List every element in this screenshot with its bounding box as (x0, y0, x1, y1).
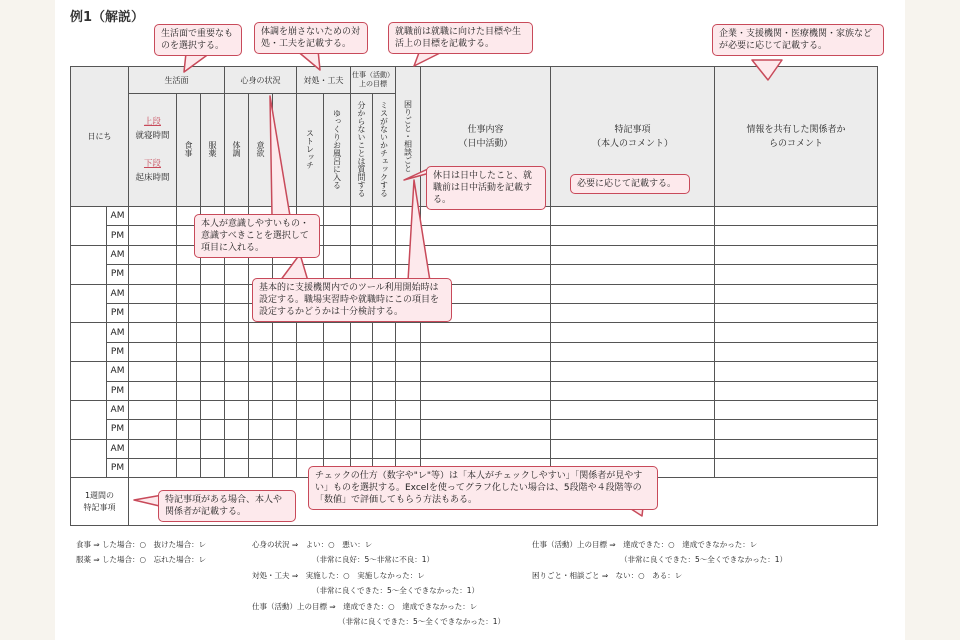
am-label: AM (107, 439, 129, 458)
header-will: 意欲 (249, 94, 273, 207)
callout-life: 生活面で重要なものを選択する。 (154, 24, 242, 56)
header-goal1: 分からないことは質問する (351, 94, 373, 207)
header-body: 体調 (225, 94, 249, 207)
pm-label: PM (107, 459, 129, 478)
legend-goal-right-scale: （非常に良くできた：5～全くできなかった：1） (620, 555, 788, 564)
header-day: 日にち (71, 67, 129, 207)
header-lower: 下段 (143, 159, 161, 169)
callout-week-note: 特記事項がある場合、本人や関係者が記載する。 (158, 490, 296, 522)
legend-med: 服薬 ⇒ した場合：○ 忘れた場合：レ (76, 555, 207, 564)
callout-note: 必要に応じて記載する。 (570, 174, 690, 194)
callout-work: 休日は日中したこと、就職前は日中活動を記載する。 (426, 166, 546, 210)
pm-label: PM (107, 420, 129, 439)
header-share: 情報を共有した関係者からのコメント (715, 67, 878, 207)
legend-coping: 対処・工夫 ⇒ 実施した：○ 実施しなかった：レ (252, 571, 425, 580)
legend-goal: 仕事（活動）上の目標 ⇒ 達成できた：○ 達成できなかった：レ (252, 602, 478, 611)
am-label: AM (107, 323, 129, 342)
callout-check-method: チェックの仕方（数字や"レ"等）は「本人がチェックしやすい」「関係者が見やすい」ものを選択する。Excelを使ってグラフ化したい場合は、5段階や４段階等の「数値」で評価してもらう方法もある。 (308, 466, 658, 510)
header-goal: 仕事（活動）上の目標 (351, 67, 396, 94)
header-stretch: ストレッチ (297, 94, 324, 207)
header-work: 仕事内容 （日中活動） (421, 67, 551, 207)
pm-label: PM (107, 342, 129, 361)
header-sleep-wake: 上段 就寝時間 下段 起床時間 (129, 94, 177, 207)
am-label: AM (107, 362, 129, 381)
callout-goal: 就職前は就職に向けた目標や生活上の目標を記載する。 (388, 22, 533, 54)
pm-label: PM (107, 303, 129, 322)
header-med: 服薬 (201, 94, 225, 207)
pm-label: PM (107, 381, 129, 400)
header-mind: 心身の状況 (225, 67, 297, 94)
am-label: AM (107, 207, 129, 226)
header-life: 生活面 (129, 67, 225, 94)
am-label: AM (107, 284, 129, 303)
legend-mind: 心身の状況 ⇒ よい：○ 悪い：レ (252, 540, 373, 549)
legend-meal: 食事 ⇒ した場合：○ 抜けた場合：レ (76, 540, 207, 549)
header-coping: 対処・工夫 (297, 67, 351, 94)
callout-coping: 体調を崩さないための対処・工夫を記載する。 (254, 22, 368, 54)
legend-trouble: 困りごと・相談ごと ⇒ ない：○ ある：レ (532, 571, 683, 580)
header-goal2: ミスがないかチェックする (373, 94, 396, 207)
callout-item-select: 本人が意識しやすいもの・意識すべきことを選択して項目に入れる。 (194, 214, 320, 258)
pm-label: PM (107, 226, 129, 245)
am-label: AM (107, 400, 129, 419)
page-title: 例1（解説） (70, 10, 145, 25)
legend-goal-right: 仕事（活動）上の目標 ⇒ 達成できた：○ 達成できなかった：レ (532, 540, 758, 549)
header-trouble: 困りごと・相談ごと (396, 67, 421, 207)
legend-goal-scale: （非常に良くできた：5～全くできなかった：1） (338, 617, 506, 626)
legend-mind-scale: （非常に良好：5～非常に不良：1） (312, 555, 435, 564)
am-label: AM (107, 245, 129, 264)
callout-tool-setting: 基本的に支援機関内でのツール利用開始時は設定する。職場実習時や就職時にこの項目を設定するかどうかは十分検討する。 (252, 278, 452, 322)
legend-coping-scale: （非常に良くできた：5～全くできなかった：1） (312, 586, 480, 595)
header-upper: 上段 (143, 117, 161, 127)
header-meal: 食事 (177, 94, 201, 207)
week-note-label: 1週間の 特記事項 (71, 478, 129, 526)
header-note: 特記事項 （本人のコメント） (551, 67, 715, 207)
pm-label: PM (107, 265, 129, 284)
header-bath: ゆっくりお風呂に入る (324, 94, 351, 207)
callout-share: 企業・支援機関・医療機関・家族などが必要に応じて記載する。 (712, 24, 884, 56)
